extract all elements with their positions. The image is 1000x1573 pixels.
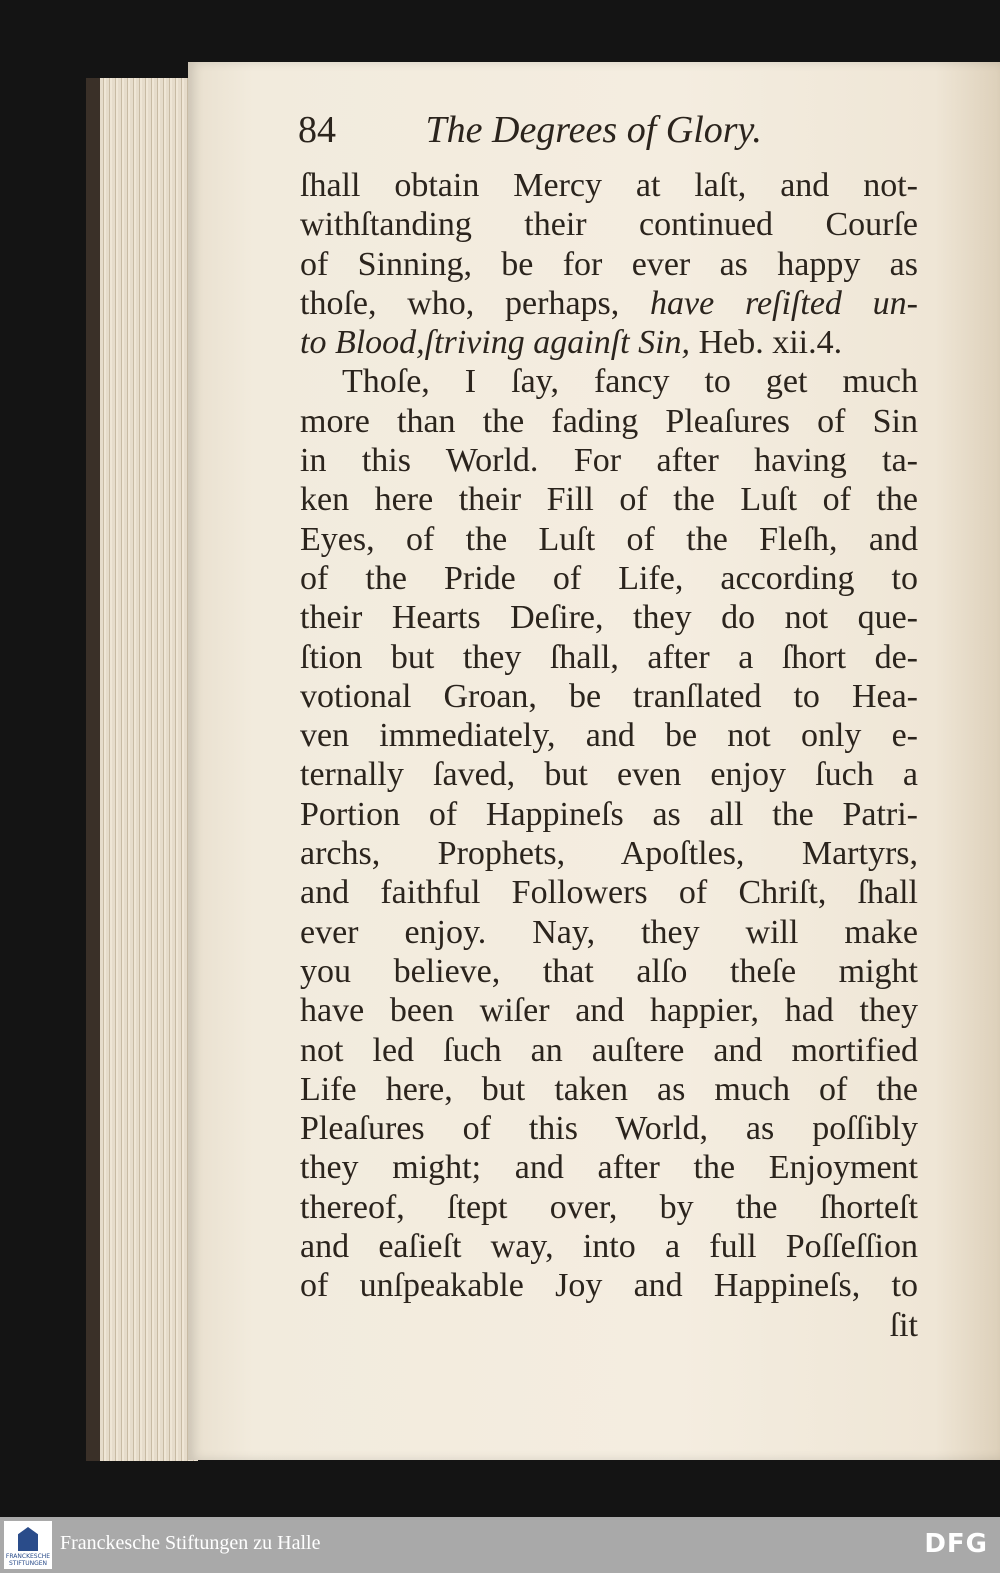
text-line [300,520,918,559]
text-line [300,1031,918,1070]
text-segment: and faithful Followers of Chriſt, ſhall [300,874,918,912]
text-segment: ever enjoy. Nay, they will make [300,913,918,951]
text-line [300,441,918,480]
text-segment: thoſe, who, perhaps, [300,284,651,322]
running-title: The Degrees of Glory. [425,109,762,151]
text-line [300,952,918,991]
text-line [300,1148,918,1187]
text-line [300,716,918,755]
text-segment: votional Groan, be tranſlated to Hea- [300,677,918,715]
text-line [300,1188,918,1227]
footer-bar [0,1517,1000,1573]
text-segment: of Sinning, be for ever as happy as [300,245,918,283]
text-segment: in this World. For after having ta- [300,442,918,480]
running-head [298,108,918,158]
text-line [300,991,918,1030]
text-line [300,362,918,401]
text-segment: their Hearts Deſire, they do not que- [300,599,918,637]
text-segment: and eaſieſt way, into a full Poſſeſſion [300,1228,918,1266]
text-segment: Thoſe, I ſay, fancy to get much [342,363,918,401]
franckesche-logo [4,1521,52,1569]
italic-segment: have reſiſted un- [650,284,918,322]
text-line [300,1109,918,1148]
book-page-edges [86,78,198,1461]
text-line [300,755,918,794]
text-segment: of the Pride of Life, according to [300,559,918,597]
text-segment: ternally ſaved, but even enjoy ſuch a [300,756,918,794]
institution-name: Franckesche Stiftungen zu Halle [60,1532,321,1554]
text-segment: ken here their Fill of the Luſt of the [300,481,918,519]
text-line [300,1070,918,1109]
body-text [300,166,918,1345]
text-line [300,1227,918,1266]
text-segment: Pleaſures of this World, as poſſibly [300,1110,918,1148]
text-segment: Portion of Happineſs as all the Patri- [300,795,918,833]
text-segment: of unſpeakable Joy and Happineſs, to [300,1267,918,1305]
text-line [300,205,918,244]
text-segment: you believe, that alſo theſe might [300,952,918,990]
text-line [300,480,918,519]
text-segment: withſtanding their continued Courſe [300,206,918,244]
text-line [300,598,918,637]
text-line [300,677,918,716]
text-segment: ſtion but they ſhall, after a ſhort de- [300,638,918,676]
text-line [300,245,918,284]
text-segment: thereof, ſtept over, by the ſhorteſt [300,1188,918,1226]
text-line [300,323,918,362]
text-line [300,402,918,441]
text-line [300,166,918,205]
text-segment: not led ſuch an auſtere and mortified [300,1031,918,1069]
text-segment: ven immediately, and be not only e- [300,717,918,755]
text-line [300,873,918,912]
logo-caption: FRANCKESCHE STIFTUNGEN [5,1553,51,1567]
text-segment: Heb. xii.4. [690,324,843,362]
text-segment: ſhall obtain Mercy at laſt, and not- [300,167,918,204]
text-line [300,559,918,598]
page-number: 84 [298,109,336,151]
text-line [300,638,918,677]
text-line [300,913,918,952]
text-line [300,834,918,873]
dfg-logo: DFG [924,1529,988,1559]
building-icon [18,1527,38,1551]
text-segment: Life here, but taken as much of the [300,1070,918,1108]
text-line [300,1266,918,1305]
text-line [300,795,918,834]
italic-segment: to Blood,ſtriving againſt Sin, [300,324,691,362]
text-segment: they might; and after the Enjoyment [300,1149,918,1187]
text-segment: more than the fading Pleaſures of Sin [300,402,918,440]
catchword: ſit [889,1306,918,1344]
text-segment: Eyes, of the Luſt of the Fleſh, and [300,520,918,558]
text-segment: archs, Prophets, Apoſtles, Martyrs, [300,835,918,873]
text-segment: have been wiſer and happier, had they [300,992,918,1030]
text-line [300,284,918,323]
